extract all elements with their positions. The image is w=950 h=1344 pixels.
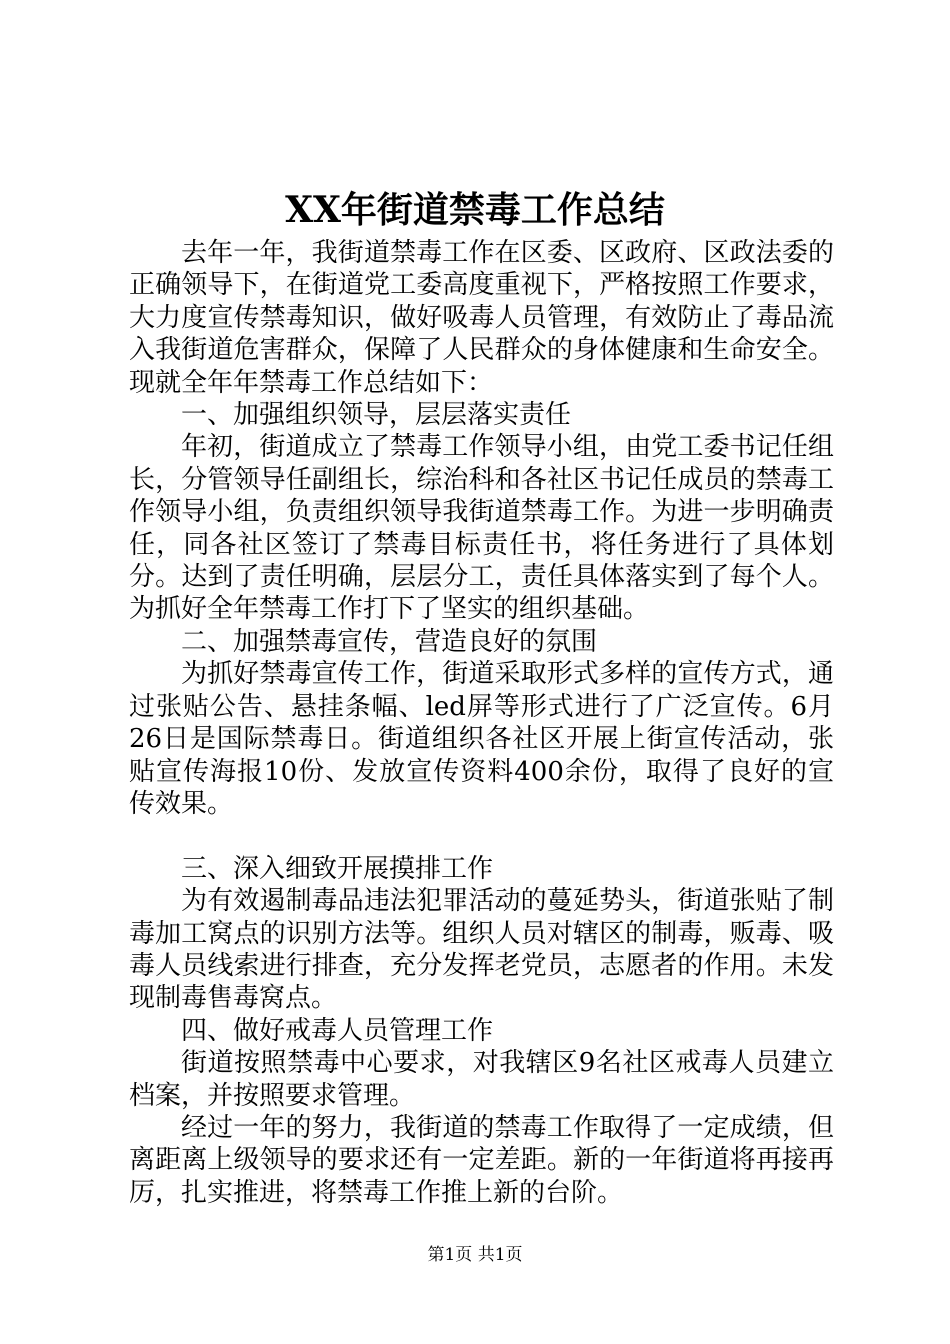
document-title: XX年街道禁毒工作总结 [285,189,665,231]
section-heading-1: 一、加强组织领导，层层落实责任 [181,400,572,431]
section-paragraph-2: 为抓好禁毒宣传工作，街道采取形式多样的宣传方式，通过张贴公告、悬挂条幅、led屏等形式进行了广泛宣传。6月26日是国际禁毒日。街道组织各社区开展上街宣传活动，张贴宣传海报10份、发放宣传资料400余份，取得了良好的宣传效果。 [129,659,834,819]
section-heading-3: 三、深入细致开展摸排工作 [181,853,494,884]
document-body [129,237,834,1209]
closing-paragraph: 经过一年的努力，我街道的禁毒工作取得了一定成绩，但离距离上级领导的要求还有一定差距。新的一年街道将再接再厉，扎实推进，将禁毒工作推上新的台阶。 [129,1112,834,1208]
section-heading-4: 四、做好戒毒人员管理工作 [181,1015,494,1046]
page-footer: 第1页 共1页 [427,1245,523,1265]
section-paragraph-1: 年初，街道成立了禁毒工作领导小组，由党工委书记任组长，分管领导任副组长，综治科和各社区书记任成员的禁毒工作领导小组，负责组织领导我街道禁毒工作。为进一步明确责任，同各社区签订了禁毒目标责任书，将任务进行了具体划分。达到了责任明确，层层分工，责任具体落实到了每个人。为抓好全年禁毒工作打下了坚实的组织基础。 [129,432,834,625]
section-heading-2: 二、加强禁毒宣传，营造良好的氛围 [181,626,598,657]
intro-paragraph: 去年一年，我街道禁毒工作在区委、区政府、区政法委的正确领导下，在街道党工委高度重视下，严格按照工作要求，大力度宣传禁毒知识，做好吸毒人员管理，有效防止了毒品流入我街道危害群众，保障了人民群众的身体健康和生命安全。现就全年年禁毒工作总结如下： [129,238,834,398]
blank-line [129,820,834,852]
section-paragraph-3: 为有效遏制毒品违法犯罪活动的蔓延势头，街道张贴了制毒加工窝点的识别方法等。组织人员对辖区的制毒，贩毒、吸毒人员线索进行排查，充分发挥老党员，志愿者的作用。未发现制毒售毒窝点。 [129,886,834,1014]
section-paragraph-4: 街道按照禁毒中心要求，对我辖区9名社区戒毒人员建立档案，并按照要求管理。 [129,1048,834,1111]
